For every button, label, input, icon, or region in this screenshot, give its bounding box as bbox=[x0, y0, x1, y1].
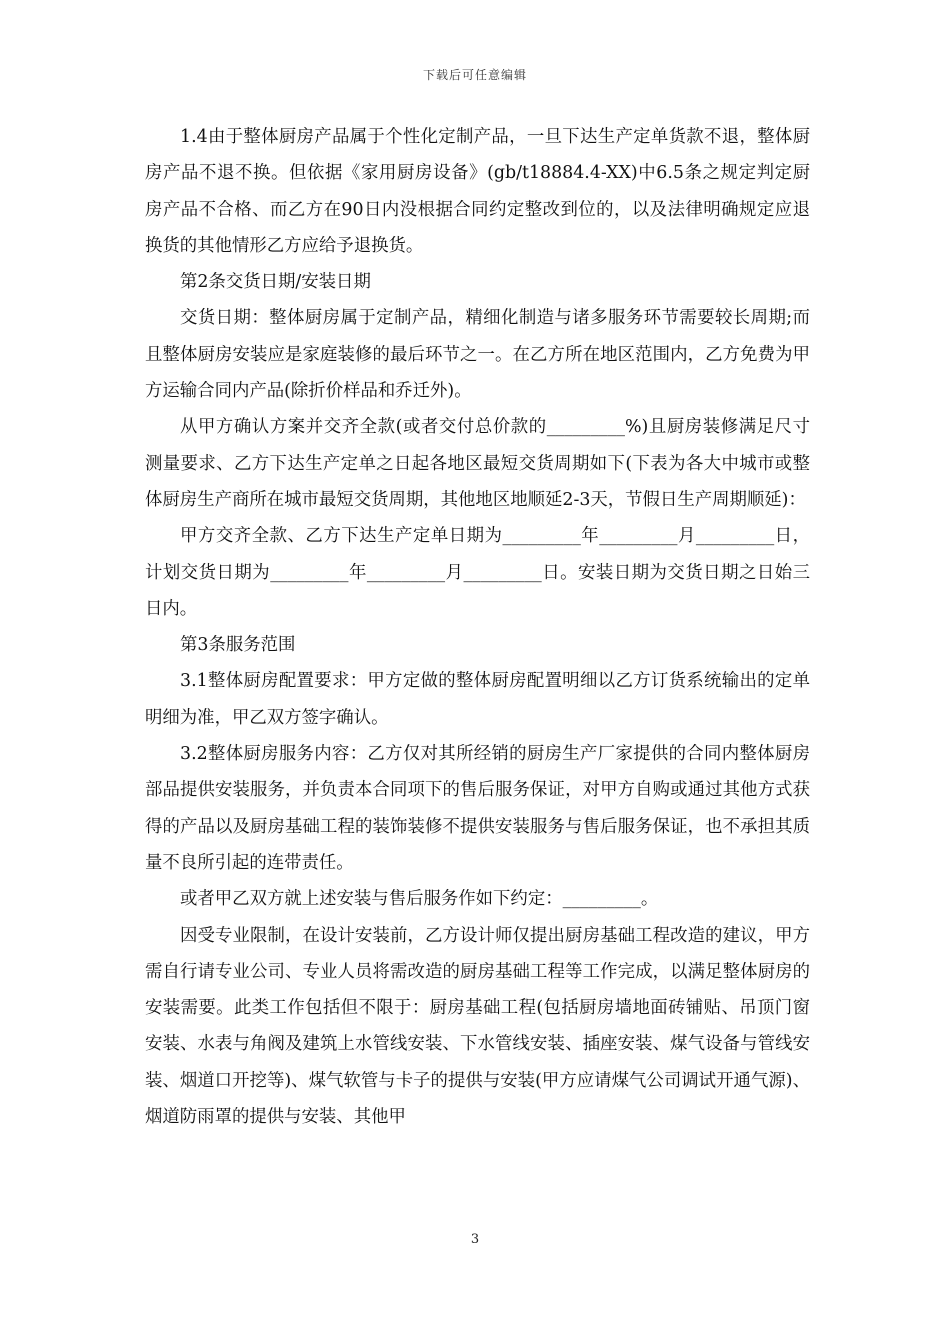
paragraph-delivery-date: 交货日期：整体厨房属于定制产品，精细化制造与诸多服务环节需要较长周期;而且整体厨房安装应是家庭装修的最后环节之一。在乙方所在地区范围内，乙方免费为甲方运输合同内产品(除折价样品和乔迁外)。 bbox=[145, 308, 810, 402]
paragraph-alternate-agreement: 或者甲乙双方就上述安装与售后服务作如下约定：_________。 bbox=[180, 889, 659, 910]
paragraph-service-content: 3.2整体厨房服务内容：乙方仅对其所经销的厨房生产厂家提供的合同内整体厨房部品提供安装服务，并负责本合同项下的售后服务保证，对甲方自购或通过其他方式获得的产品以及厨房基础工程的装饰装修不提供安装服务与售后服务保证，也不承担其质量不良所引起的连带责任。 bbox=[145, 744, 810, 873]
paragraph-base-works: 因受专业限制，在设计安装前，乙方设计师仅提出厨房基础工程改造的建议，甲方需自行请专业公司、专业人员将需改造的厨房基础工程等工作完成，以满足整体厨房的安装需要。此类工作包括但不限于：厨房基础工程(包括厨房墙地面砖铺贴、吊顶门窗安装、水表与角阀及建筑上水管线安装、下水管线安装、插座安装、煤气设备与管线安装、烟道口开挖等)、煤气软管与卡子的提供与安装(甲方应请煤气公司调试开通气源)、烟道防雨罩的提供与安装、其他甲 bbox=[145, 925, 810, 1128]
document-body bbox=[145, 119, 810, 1135]
paragraph-schedule-dates: 甲方交齐全款、乙方下达生产定单日期为_________年_________月_________日，计划交货日期为_________年_________月_________日。安装日期为交货日期之日始三日内。 bbox=[145, 526, 810, 619]
paragraph-configuration: 3.1整体厨房配置要求：甲方定做的整体厨房配置明细以乙方订货系统输出的定单明细为准，甲乙双方签字确认。 bbox=[145, 671, 810, 728]
paragraph-delivery-cycle: 从甲方确认方案并交齐全款(或者交付总价款的_________%)且厨房装修满足尺寸测量要求、乙方下达生产定单之日起各地区最短交货周期如下(下表为各大中城市或整体厨房生产商所在城市最短交货周期，其他地区地顺延2-3天，节假日生产周期顺延)： bbox=[145, 417, 810, 510]
page-number: 3 bbox=[470, 1232, 480, 1247]
page-header: 下载后可任意编辑 bbox=[422, 68, 527, 82]
section-heading-service-scope: 第3条服务范围 bbox=[180, 635, 296, 656]
section-heading-delivery-date: 第2条交货日期/安装日期 bbox=[180, 272, 371, 293]
paragraph-refund-policy: 1.4由于整体厨房产品属于个性化定制产品，一旦下达生产定单货款不退，整体厨房产品不退不换。但依据《家用厨房设备》(gb/t18884.4-XX)中6.5条之规定判定厨房产品不合格、而乙方在90日内没根据合同约定整改到位的，以及法律明确规定应退换货的其他情形乙方应给予退换货。 bbox=[145, 127, 810, 256]
